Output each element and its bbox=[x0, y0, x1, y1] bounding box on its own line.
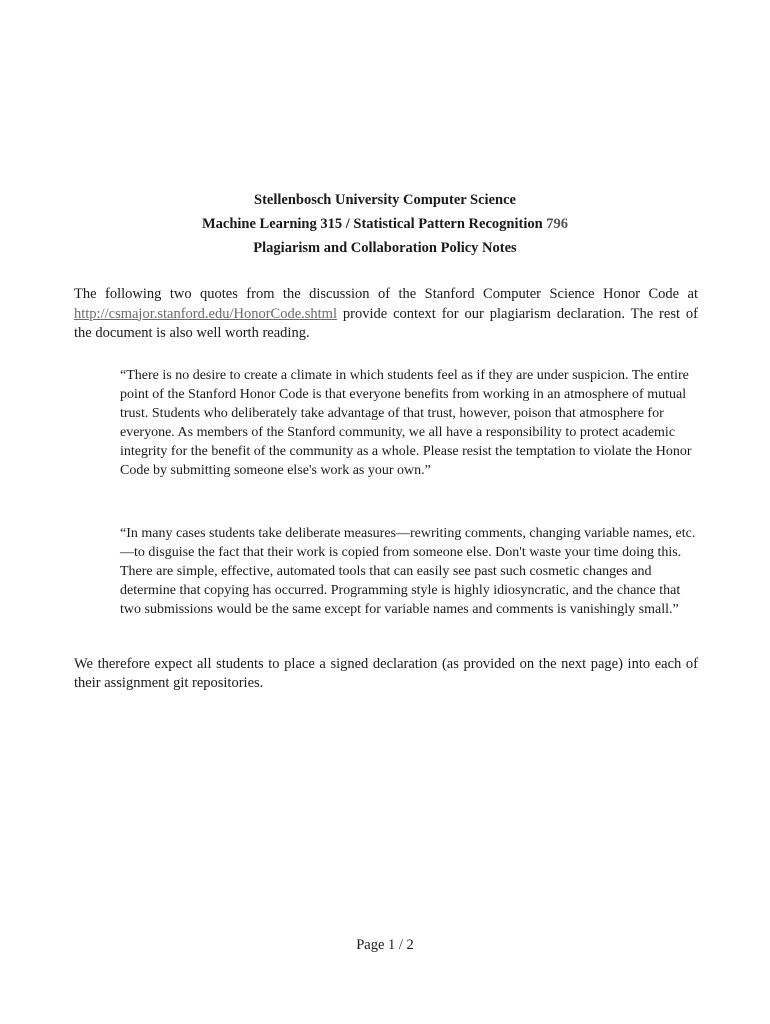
header-university: Stellenbosch University Computer Science bbox=[254, 192, 516, 208]
closing-paragraph: We therefore expect all students to place a signed declaration (as provided on the next page) into each of their assignment git repositories. bbox=[74, 656, 698, 691]
document-header bbox=[0, 188, 770, 260]
intro-paragraph bbox=[74, 285, 698, 344]
header-course bbox=[0, 212, 770, 236]
header-course-number: 796 bbox=[546, 216, 569, 232]
quote-block-1: “There is no desire to create a climate in which students feel as if they are under suspicion. The entire point of the Stanford Honor Code is that everyone benefits from working in an atmosphere of mutual trust. Students who deliberately take advantage of that trust, however, poison that atmosphere for everyone. As members of the Stanford community, we all have a responsibility to protect academic integrity for the benefit of the community as a whole. Please resist the temptation to violate the Honor Code by submitting someone else's work as your own.” bbox=[120, 368, 692, 478]
header-title: Plagiarism and Collaboration Policy Notes bbox=[253, 240, 517, 256]
honor-code-link[interactable]: http://csmajor.stanford.edu/HonorCode.shtml bbox=[74, 305, 337, 322]
intro-text-before-link: The following two quotes from the discussion of the Stanford Computer Science Honor Code at bbox=[74, 286, 698, 302]
quote-block-2: “In many cases students take deliberate measures—rewriting comments, changing variable names, etc.—to disguise the fact that their work is copied from someone else. Don't waste your time doing this. There are simple, effective, automated tools that can easily see past such cosmetic changes and determine that copying has occurred. Programming style is highly idiosyncratic, and the chance that two submissions would be the same except for variable names and comments is vanishingly small.” bbox=[120, 526, 696, 617]
page-number: Page 1 / 2 bbox=[356, 937, 414, 953]
header-course-text: Machine Learning 315 / Statistical Pattern Recognition bbox=[201, 216, 547, 232]
intro-text-after-link: provide context for our plagiarism declaration. The rest of the document is also well worth reading. bbox=[74, 305, 698, 341]
